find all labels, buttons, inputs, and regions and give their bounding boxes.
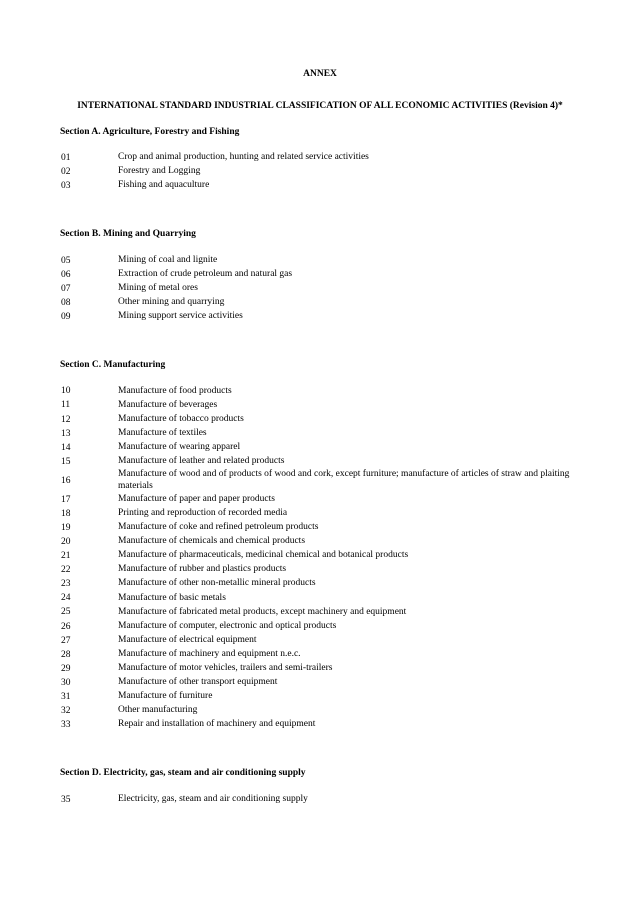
division-code: 08 (61, 297, 71, 308)
sections-container (60, 126, 580, 807)
division-description: Mining of coal and lignite (118, 254, 218, 265)
classification-row (60, 549, 580, 563)
division-description: Repair and installation of machinery and equipment (118, 719, 316, 730)
division-code: 03 (61, 181, 71, 192)
division-code: 12 (61, 414, 71, 425)
division-code: 13 (61, 428, 71, 439)
division-code: 35 (61, 794, 71, 805)
division-description: Mining of metal ores (118, 282, 198, 293)
division-code: 17 (61, 494, 71, 505)
annex-title: ANNEX (303, 69, 337, 79)
classification-row (60, 676, 580, 690)
division-description: Manufacture of wood and of products of wood and cork, except furniture; manufacture of articles of straw and plaiting materials (118, 469, 570, 491)
division-code: 21 (61, 551, 71, 562)
division-code: 05 (61, 255, 71, 266)
division-description: Printing and reproduction of recorded media (118, 507, 288, 518)
section-heading: Section B. Mining and Quarrying (60, 229, 196, 240)
classification-row (60, 620, 580, 634)
classification-row (60, 704, 580, 718)
classification-row (60, 591, 580, 605)
classification-list (60, 793, 580, 807)
section (60, 126, 580, 229)
classification-row (60, 662, 580, 676)
division-code: 20 (61, 536, 71, 547)
document-title: INTERNATIONAL STANDARD INDUSTRIAL CLASSIFICATION OF ALL ECONOMIC ACTIVITIES (Revision 4)* (77, 101, 563, 112)
division-description: Other mining and quarrying (118, 297, 225, 308)
division-code: 14 (61, 442, 71, 453)
division-description: Manufacture of basic metals (118, 592, 226, 603)
classification-row (60, 507, 580, 521)
section (60, 228, 580, 359)
division-code: 31 (61, 691, 71, 702)
division-code: 02 (61, 167, 71, 177)
classification-row (60, 563, 580, 577)
classification-row (60, 535, 580, 549)
classification-row (60, 268, 580, 282)
division-description: Manufacture of fabricated metal products, except machinery and equipment (118, 606, 407, 617)
division-code: 09 (61, 311, 71, 322)
classification-row (60, 427, 580, 441)
division-code: 07 (61, 283, 71, 294)
classification-row (60, 718, 580, 732)
section (60, 767, 580, 806)
division-code: 19 (61, 522, 71, 533)
division-code: 23 (61, 579, 71, 590)
section-spacer (60, 732, 580, 767)
division-description: Manufacture of machinery and equipment n.e.c. (118, 648, 301, 659)
division-description: Manufacture of textiles (118, 427, 207, 438)
division-code: 33 (61, 720, 71, 731)
section-spacer (60, 193, 580, 228)
division-description: Manufacture of furniture (118, 691, 213, 702)
classification-row (60, 254, 580, 268)
classification-row (60, 165, 580, 179)
classification-row (60, 413, 580, 427)
classification-row (60, 577, 580, 591)
classification-row (60, 493, 580, 507)
classification-row (60, 441, 580, 455)
division-description: Mining support service activities (118, 311, 243, 322)
division-code: 29 (61, 663, 71, 674)
division-description: Manufacture of other non-metallic mineral products (118, 578, 316, 589)
classification-row (60, 399, 580, 413)
classification-row (60, 648, 580, 662)
division-description: Manufacture of leather and related products (118, 456, 285, 467)
division-description: Extraction of crude petroleum and natural gas (118, 268, 293, 279)
division-description: Crop and animal production, hunting and related service activities (118, 152, 369, 163)
division-description: Manufacture of paper and paper products (118, 493, 275, 504)
document-page (60, 68, 580, 807)
division-code: 15 (61, 456, 71, 467)
classification-list (60, 384, 580, 732)
classification-row (60, 606, 580, 620)
division-description: Manufacture of wearing apparel (118, 441, 241, 452)
classification-row (60, 793, 580, 807)
division-description: Forestry and Logging (118, 166, 201, 177)
division-description: Electricity, gas, steam and air conditioning supply (118, 793, 308, 804)
classification-row (60, 521, 580, 535)
section-heading: Section A. Agriculture, Forestry and Fishing (60, 126, 240, 137)
division-code: 06 (61, 269, 71, 280)
division-description: Fishing and aquaculture (118, 180, 210, 191)
division-description: Manufacture of tobacco products (118, 413, 244, 424)
division-code: 01 (61, 152, 71, 163)
division-code: 16 (61, 475, 71, 486)
division-code: 10 (61, 386, 71, 397)
division-description: Manufacture of beverages (118, 399, 218, 410)
division-description: Manufacture of rubber and plastics products (118, 564, 287, 575)
section-heading: Section C. Manufacturing (60, 360, 166, 371)
division-code: 26 (61, 621, 71, 632)
division-code: 30 (61, 677, 71, 688)
classification-row (60, 469, 580, 493)
classification-row (60, 282, 580, 296)
division-description: Manufacture of food products (118, 385, 232, 396)
classification-row (60, 455, 580, 469)
classification-row (60, 634, 580, 648)
division-description: Manufacture of electrical equipment (118, 634, 257, 645)
division-description: Manufacture of pharmaceuticals, medicinal chemical and botanical products (118, 550, 409, 561)
classification-row (60, 179, 580, 193)
classification-row (60, 690, 580, 704)
division-code: 28 (61, 649, 71, 660)
division-description: Manufacture of computer, electronic and optical products (118, 620, 337, 631)
division-description: Manufacture of coke and refined petroleum products (118, 522, 319, 533)
classification-list (60, 151, 580, 193)
division-description: Manufacture of motor vehicles, trailers and semi-trailers (118, 663, 333, 674)
classification-row (60, 384, 580, 398)
division-code: 27 (61, 635, 71, 646)
classification-list (60, 254, 580, 324)
division-code: 32 (61, 706, 71, 717)
division-code: 22 (61, 565, 71, 576)
section-heading: Section D. Electricity, gas, steam and air conditioning supply (60, 768, 306, 779)
classification-row (60, 310, 580, 324)
classification-row (60, 296, 580, 310)
division-code: 11 (61, 400, 71, 411)
division-code: 24 (61, 593, 71, 604)
section (60, 359, 580, 767)
division-description: Manufacture of chemicals and chemical products (118, 536, 306, 547)
division-code: 18 (61, 508, 71, 519)
classification-row (60, 151, 580, 165)
division-description: Manufacture of other transport equipment (118, 677, 278, 688)
division-code: 25 (61, 607, 71, 618)
section-spacer (60, 324, 580, 359)
division-description: Other manufacturing (118, 705, 198, 716)
